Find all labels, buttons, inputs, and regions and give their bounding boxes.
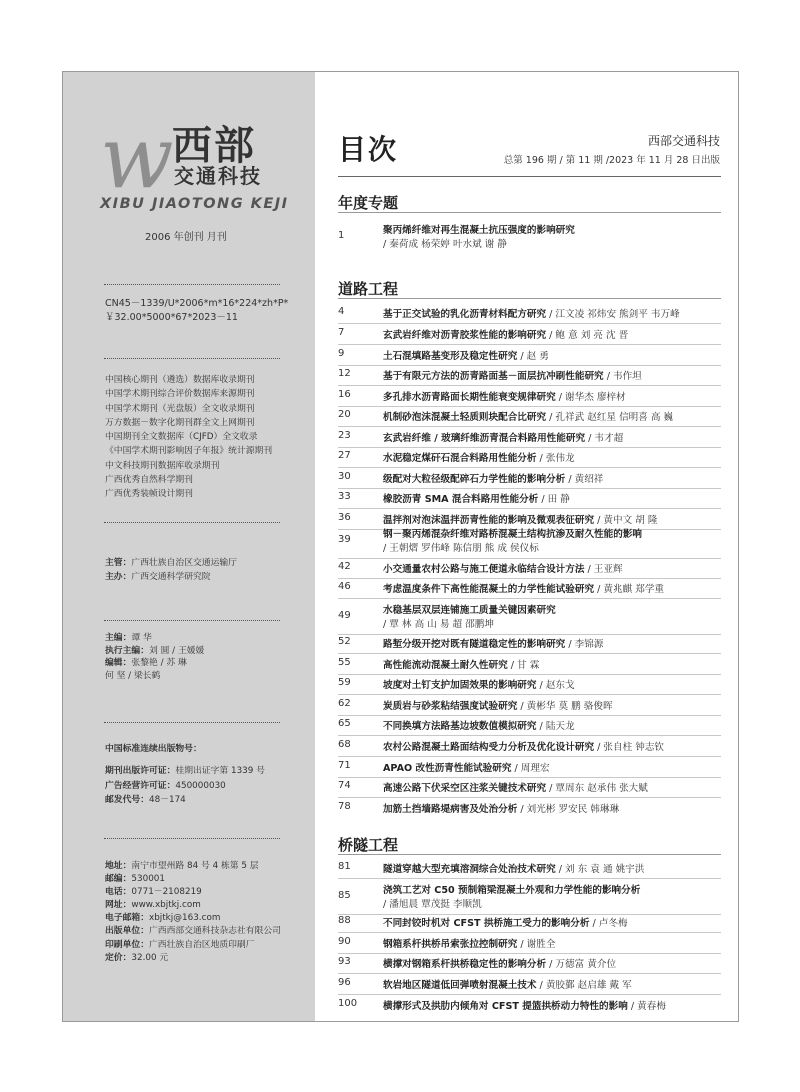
article-authors: / 张自柱 钟志钦 [594,742,665,753]
section-title: 年度专题 [338,194,399,212]
article-title [383,657,539,671]
indexed-list [105,373,272,502]
page-number: 20 [338,409,351,420]
entry-separator [338,406,721,407]
article-title [383,327,628,341]
sponsor-block [105,556,237,585]
toc-entry[interactable] [338,977,728,993]
indexed-item: 中国学术期刊（光盘版）全文收录期刊 [105,403,255,414]
publication-codes [105,297,288,324]
toc-entry[interactable] [338,409,728,425]
page-number: 90 [338,936,351,947]
serial-block [105,742,265,807]
entry-separator [338,508,721,509]
page-number: 12 [338,368,351,379]
article-title [383,430,623,444]
article-authors: / 刘 东 袁 通 姚宇洪 [555,864,645,875]
article-title [383,491,570,505]
toc-entry[interactable] [338,739,728,755]
article-authors: / 刘光彬 罗安民 韩琳琳 [517,804,620,815]
article-authors: / 韦作坦 [603,371,642,382]
article-title [383,698,613,712]
entry-separator [338,447,721,448]
toc-entry[interactable] [338,956,728,972]
contact-label: 印刷单位： [105,939,149,950]
page-number: 74 [338,780,351,791]
serial-label: 邮发代号： [105,794,149,805]
logo-cn-top: 西部 [172,123,256,169]
contact-label: 邮编： [105,874,132,885]
toc-entry[interactable] [338,698,728,714]
page-number: 23 [338,430,351,441]
page-number: 30 [338,471,351,482]
header-rule [338,176,721,177]
article-title-text: 加筋土挡墙路堤病害及处治分析 [383,804,518,815]
toc-entry[interactable] [338,368,728,384]
article-title-text: 水稳基层双层连铺施工质量关键因素研究 [383,605,556,616]
toc-entry[interactable] [338,389,728,405]
toc-entry[interactable] [338,491,728,507]
article-authors: / 江文凌 祁炜安 熊剑平 韦万峰 [546,309,680,320]
page-number: 52 [338,636,351,647]
article-title-text: 小交通量农村公路与施工便道永临结合设计方法 [383,564,585,575]
serial-value: 桂期出证字第 1339 号 [175,766,265,777]
article-title-text: 横撑形式及拱肋内倾角对 CFST 提篮拱桥动力特性的影响 [383,1001,628,1012]
toc-entry[interactable] [338,718,728,734]
page-number: 49 [338,610,351,621]
article-title [383,526,642,540]
article-title-text: 农村公路混凝土路面结构受力分析及优化设计研究 [383,742,595,753]
article-title [383,998,666,1012]
serial-label: 广告经营许可证： [105,780,176,791]
toc-entry[interactable] [338,471,728,487]
article-authors: / 黄绍祥 [565,474,604,485]
page-number: 36 [338,512,351,523]
journal-logo [100,108,300,223]
article-title-text: 级配对大粒径级配碎石力学性能的影响分析 [383,474,566,485]
article-title-text: 橡胶沥青 SMA 混合料路用性能分析 [383,494,539,505]
issue-info: 总第 196 期 / 第 11 期 /2023 年 11 月 28 日出版 [503,155,720,166]
divider [104,522,280,523]
toc-entry[interactable] [338,657,728,673]
page-number: 85 [338,890,351,901]
article-title [383,915,628,929]
toc-entry[interactable] [338,780,728,796]
page-number: 1 [338,230,345,241]
divider [104,722,280,723]
article-title [383,780,648,794]
editors-block [105,632,204,682]
contact-value: www.xbjtkj.com [131,900,201,911]
logo-letter: w [100,108,168,208]
article-authors: / 孔祥武 赵红星 信明喜 高 巍 [546,412,674,423]
article-title-text: 基于正交试验的乳化沥青材料配方研究 [383,309,547,320]
contact-label: 电话： [105,887,132,898]
entry-separator [338,694,721,695]
code-line: CN45－1339/U*2006*m*16*224*zh*P* [105,298,289,309]
divider [104,620,280,621]
article-title-text: 温拌剂对泡沫温拌沥青性能的影响及微观表征研究 [383,515,595,526]
page-number: 7 [338,327,345,338]
section-rule [338,298,721,299]
article-title-text: 不同封铰时机对 CFST 拱桥施工受力的影响分析 [383,918,590,929]
toc-entry[interactable] [338,636,728,652]
page-number: 59 [338,677,351,688]
article-authors: / 赵东戈 [536,680,575,691]
article-title-text: APAO 改性沥青性能试验研究 [383,763,512,774]
toc-entry[interactable] [338,936,728,952]
toc-entry[interactable] [338,760,728,776]
article-title-text: 高速公路下伏采空区注浆关键技术研究 [383,783,547,794]
editor-label: 编辑： [105,658,132,668]
article-authors: / 黄春梅 [627,1001,666,1012]
serial-value: 450000030 [175,780,226,791]
page-number: 68 [338,739,351,750]
article-title-text: 钢－聚丙烯混杂纤维对路桥混凝土结构抗渗及耐久性能的影响 [383,529,643,540]
article-title [383,801,619,815]
entry-separator [338,426,721,427]
article-title [383,581,664,595]
toc-entry[interactable] [338,561,728,577]
founded-text: 2006 年创刊 月刊 [145,232,227,243]
indexed-item: 中国学术期刊综合评价数据库来源期刊 [105,389,255,400]
indexed-item: 中国核心期刊（遴选）数据库收录期刊 [105,375,255,385]
entry-separator [338,634,721,635]
article-authors: / 黄中文 胡 隆 [594,515,658,526]
article-authors: / 赵 勇 [517,351,549,362]
entry-separator [338,385,721,386]
article-title [383,409,673,423]
article-authors: / 黄胶鄞 赵启雄 戴 军 [536,980,632,991]
divider [104,838,280,839]
toc-entry[interactable] [338,801,728,817]
entry-separator [338,973,721,974]
logo-pinyin: XIBU JIAOTONG KEJI [100,196,289,212]
article-title-text: 多孔排水沥青路面长期性能衰变规律研究 [383,392,556,403]
entry-separator [338,674,721,675]
contact-label: 电子邮箱： [105,913,149,924]
article-title [383,561,623,575]
toc-entry[interactable] [338,998,728,1014]
article-title [383,512,657,526]
editor-value: 刘 圆 / 王媛媛 [149,645,205,656]
logo-cn-bottom: 交通科技 [174,164,262,188]
page-number: 9 [338,348,345,359]
page-number: 42 [338,561,351,572]
article-title-text: 隧道穿越大型充填溶洞综合处治技术研究 [383,864,556,875]
article-authors: / 王亚辉 [584,564,623,575]
toc-entry[interactable] [338,327,728,343]
toc-entry[interactable] [338,430,728,446]
entry-separator [338,932,721,933]
section-title: 道路工程 [338,280,399,298]
entry-separator [338,715,721,716]
page-number: 96 [338,977,351,988]
article-authors: / 李锦源 [565,639,604,650]
serial-title: 中国标准连续出版物号： [105,744,202,754]
page-number: 88 [338,915,351,926]
article-title [383,882,640,896]
contact-label: 地址： [105,861,132,871]
article-title [383,739,664,753]
page-number: 27 [338,450,351,461]
section-rule [338,212,721,213]
page-number: 4 [338,306,345,317]
entry-separator [338,558,721,559]
article-title [383,368,642,382]
entry-separator [338,578,721,579]
article-authors: / 卢冬梅 [589,918,628,929]
article-title [383,450,575,464]
divider [104,358,280,359]
article-title-text: 玄武岩纤维 / 玻璃纤维沥青混合料路用性能研究 [383,433,586,444]
indexed-item: 中文科技期刊数据库收录期刊 [105,460,220,471]
article-title [383,861,644,875]
article-title [383,636,603,650]
article-title-text: 机制砂泡沫混凝土轻质则块配合比研究 [383,412,547,423]
page-number: 46 [338,581,351,592]
article-title-text: 坡度对土钉支护加固效果的影响研究 [383,680,537,691]
article-title-text: 土石混填路基变形及稳定性研究 [383,351,518,362]
entry-separator [338,344,721,345]
magazine-name: 西部交通科技 [647,134,720,148]
contact-block [105,860,281,965]
indexed-item: 中国期刊全文数据库（CJFD）全文收录 [105,432,258,443]
article-title [383,348,549,362]
article-title [383,222,575,236]
contact-label: 网址： [105,900,132,911]
article-title-text: 炭质岩与砂浆粘结强度试验研究 [383,701,518,712]
toc-entry[interactable] [338,526,728,556]
contact-value: 32.00 元 [131,952,169,963]
serial-label: 期刊出版许可证： [105,766,176,777]
contact-value: 广西西部交通科技杂志社有限公司 [149,926,281,937]
article-title [383,977,632,991]
code-line: ￥32.00*5000*67*2023－11 [105,311,238,323]
sponsor-label: 主管： [105,558,132,568]
article-title-text: 浇筑工艺对 C50 预制箱梁混凝土外观和力学性能的影响分析 [383,885,641,896]
page-number: 78 [338,801,351,812]
article-authors: / 万德富 黄介位 [546,959,617,970]
entry-separator [338,488,721,489]
entry-separator [338,365,721,366]
article-authors: / 谢华杰 廖梓材 [555,392,626,403]
page-number: 16 [338,389,351,400]
contact-label: 定价： [105,952,132,963]
sponsor-value: 广西壮族自治区交通运输厅 [131,558,237,568]
article-title-text: 水泥稳定煤矸石混合料路用性能分析 [383,453,537,464]
serial-value: 48－174 [149,794,186,805]
article-authors: / 秦荷成 杨荣婷 叶水斌 谢 静 [383,239,508,250]
page-number: 93 [338,956,351,967]
page-number: 39 [338,534,351,545]
article-authors: / 周理宏 [511,763,550,774]
entry-separator [338,735,721,736]
article-title-text: 玄武岩纤维对沥青胶浆性能的影响研究 [383,330,547,341]
contact-value: xbjtkj@163.com [149,913,221,924]
editor-label: 执行主编： [105,645,149,656]
article-title [383,760,550,774]
page-number: 65 [338,718,351,729]
article-authors: / 谢胜全 [517,939,556,950]
article-authors: / 田 静 [538,494,570,505]
indexed-item: 万方数据－数字化期刊群全文上网期刊 [105,417,255,428]
entry-separator [338,777,721,778]
toc-entry[interactable] [338,882,728,912]
article-authors: / 王朝熠 罗伟峰 陈信朋 熊 成 侯仪标 [383,543,539,554]
indexed-item: 广西优秀装帧设计期刊 [105,489,193,500]
toc-entry[interactable] [338,581,728,597]
toc-entry[interactable] [338,306,728,322]
sponsor-value: 广西交通科学研究院 [131,572,211,583]
article-title-text: 不同换填方法路基边坡数值模拟研究 [383,721,537,732]
contact-value: 530001 [131,874,165,885]
page-number: 62 [338,698,351,709]
indexed-item: 《中国学术期刊影响因子年报》统计源期刊 [105,446,273,457]
article-authors: / 张伟龙 [536,453,575,464]
entry-separator [338,467,721,468]
page-number: 71 [338,760,351,771]
toc-entry[interactable] [338,677,728,693]
entry-separator [338,598,721,599]
toc-entry[interactable] [338,222,728,252]
entry-separator [338,878,721,879]
article-title [383,306,680,320]
article-title-text: 钢箱系杆拱桥吊索张拉控制研究 [383,939,518,950]
editor-value: 何 坚 / 梁长鹤 [105,670,161,681]
entry-separator [338,323,721,324]
page-number: 81 [338,861,351,872]
editor-label: 主编： [105,633,132,643]
contact-value: 南宁市望州路 84 号 4 栋第 5 层 [131,861,259,871]
article-authors: / 覃周东 赵承伟 张大赋 [546,783,648,794]
page-number: 33 [338,491,351,502]
editor-value: 谭 华 [131,633,152,643]
article-title [383,936,555,950]
editor-value: 张黎艳 / 苏 琳 [131,658,187,668]
contact-label: 出版单位： [105,926,149,937]
article-title-text: 路堑分级开挖对既有隧道稳定性的影响研究 [383,639,566,650]
article-authors: / 黄兆麒 郑学重 [594,584,665,595]
page-number: 55 [338,657,351,668]
article-authors: / 甘 霖 [507,660,540,671]
article-title-text: 基于有限元方法的沥青路面基－面层抗冲刷性能研究 [383,371,604,382]
contact-value: 0771－2108219 [131,887,202,898]
article-title [383,677,575,691]
article-authors: / 韦才超 [585,433,624,444]
page-title: 目次 [338,133,399,166]
toc-entry[interactable] [338,602,728,632]
entry-separator [338,953,721,954]
contact-value: 广西壮族自治区地质印刷厂 [149,939,255,950]
section-title: 桥隧工程 [338,836,399,854]
article-title [383,956,616,970]
article-title-text: 聚丙烯纤维对再生混凝土抗压强度的影响研究 [383,225,575,236]
entry-separator [338,797,721,798]
page-number: 100 [338,998,358,1009]
article-authors: / 陆天龙 [536,721,575,732]
entry-separator [338,756,721,757]
section-rule [338,854,721,855]
article-title-text: 横撑对钢箱系杆拱桥稳定性的影响分析 [383,959,547,970]
article-title [383,471,603,485]
toc-entry[interactable] [338,915,728,931]
article-authors: / 覃 林 高 山 易 超 邵鹏坤 [383,619,494,630]
entry-separator [338,653,721,654]
article-title-text: 软岩地区隧道低回弹喷射混凝土技术 [383,980,537,991]
sponsor-label: 主办： [105,572,132,583]
article-title [383,718,575,732]
article-title-text: 考虑温度条件下高性能混凝土的力学性能试验研究 [383,584,595,595]
toc-entry[interactable] [338,450,728,466]
article-title [383,389,626,403]
toc-entry[interactable] [338,861,728,877]
article-title [383,602,556,616]
article-title-text: 高性能流动混凝土耐久性研究 [383,660,508,671]
divider [104,284,280,285]
indexed-item: 广西优秀自然科学期刊 [105,475,193,486]
article-authors: / 鲍 意 刘 亮 沈 晋 [546,330,629,341]
entry-separator [338,994,721,995]
article-authors: / 黄彬华 莫 鹏 骆俊晖 [517,701,613,712]
article-authors: / 潘旭晨 覃茂挺 李顺凯 [383,899,482,910]
toc-entry[interactable] [338,348,728,364]
